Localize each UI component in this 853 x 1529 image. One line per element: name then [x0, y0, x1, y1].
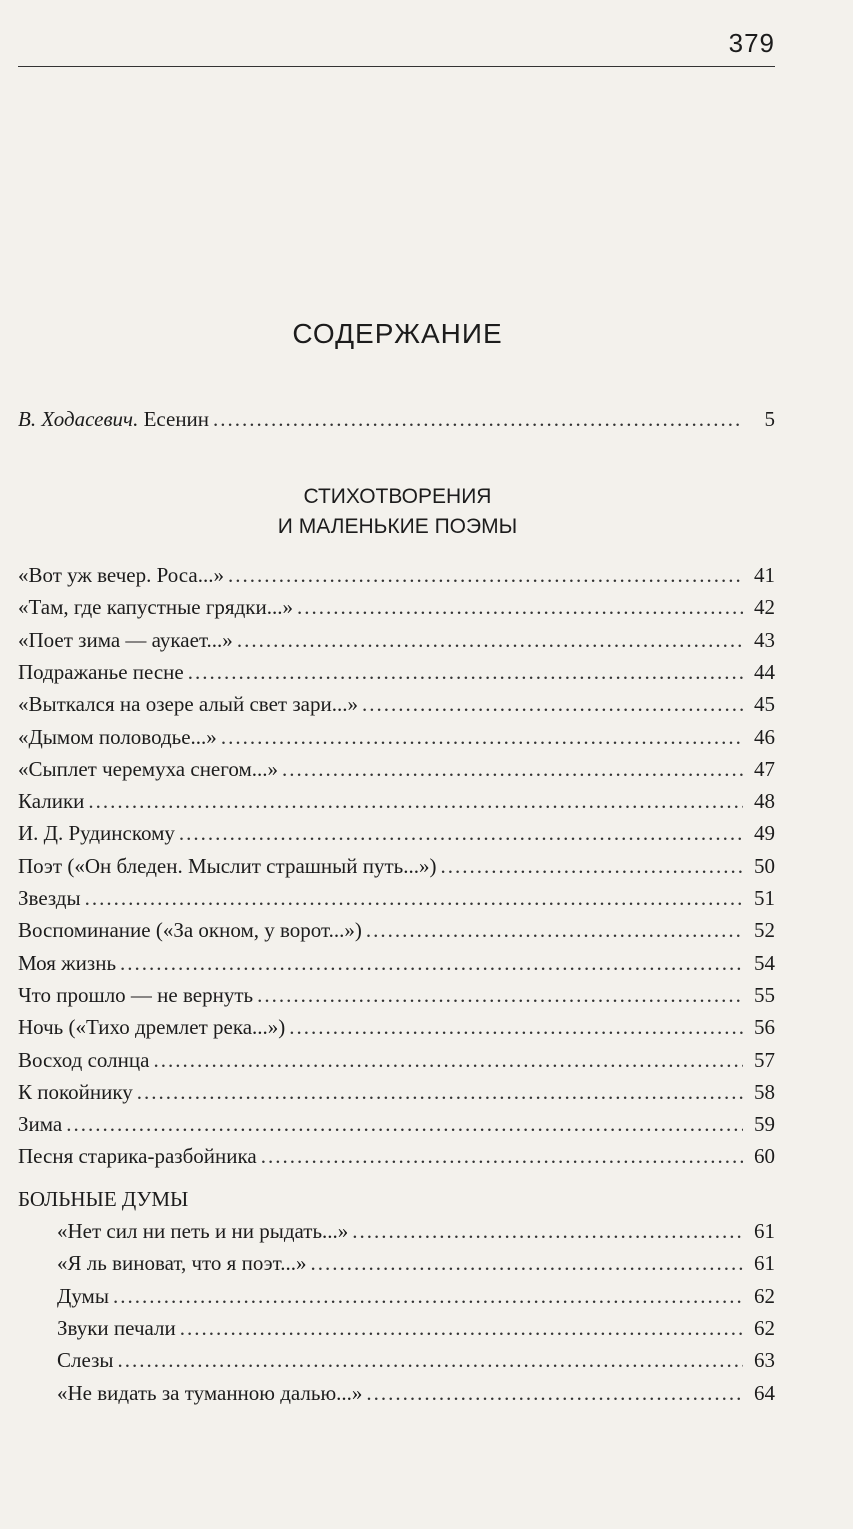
- dot-leader: [120, 950, 743, 976]
- dot-leader: [261, 1143, 743, 1169]
- entry-page: 63: [754, 1348, 775, 1373]
- entry-page: 46: [754, 724, 775, 749]
- toc-entry: [57, 1214, 775, 1244]
- entry-page: 57: [754, 1047, 775, 1072]
- group-heading: БОЛЬНЫЕ ДУМЫ: [18, 1187, 189, 1211]
- entry-title: «Сыплет черемуха снегом...»: [18, 756, 278, 781]
- toc-entry: [57, 1279, 775, 1309]
- toc-entry: [57, 1246, 775, 1276]
- toc-entry: [18, 687, 775, 717]
- toc-entry: [57, 1376, 775, 1406]
- dot-leader: [153, 1047, 743, 1073]
- dot-leader: [297, 594, 743, 620]
- entry-page: 49: [754, 821, 775, 846]
- entry-page: 61: [754, 1219, 775, 1243]
- entry-title: Восход солнца: [18, 1047, 150, 1072]
- toc-entry: [57, 1311, 775, 1341]
- entry-page: 58: [754, 1079, 775, 1104]
- entry-page: 61: [754, 1251, 775, 1276]
- intro-author: В. Ходасевич.: [18, 407, 139, 431]
- dot-leader: [310, 1250, 743, 1276]
- entry-title: Думы: [57, 1283, 109, 1308]
- entry-page: 51: [754, 886, 775, 910]
- entry-page: 44: [754, 659, 775, 684]
- entry-title: Звезды: [18, 886, 81, 910]
- entry-page: 48: [754, 789, 775, 814]
- dot-leader: [113, 1283, 743, 1309]
- entry-page: 41: [754, 563, 775, 587]
- entry-page: 62: [754, 1315, 775, 1340]
- entry-title: «Дымом половодье...»: [18, 724, 217, 749]
- entry-title: «Поет зима — аукает...»: [18, 627, 233, 652]
- section-title: СТИХОТВОРЕНИЯ И МАЛЕНЬКИЕ ПОЭМЫ: [277, 485, 518, 538]
- entry-title: К покойнику: [18, 1079, 133, 1104]
- entry-title: «Я ль виноват, что я поэт...»: [57, 1251, 307, 1276]
- entry-title: Слезы: [57, 1348, 114, 1373]
- dot-leader: [88, 788, 743, 814]
- dot-leader: [188, 659, 743, 685]
- toc-entry: [18, 978, 775, 1008]
- toc-entry: [18, 655, 775, 685]
- entry-page: 55: [754, 982, 775, 1007]
- toc-title: СОДЕРЖАНИЕ: [292, 318, 503, 349]
- dot-leader: [228, 562, 743, 588]
- entry-page: 43: [754, 627, 775, 652]
- dot-leader: [180, 1315, 743, 1341]
- toc-entry: [18, 816, 775, 846]
- header-rule: [18, 66, 775, 67]
- entry-page: 59: [754, 1112, 775, 1137]
- entry-page: 62: [754, 1283, 775, 1308]
- entry-page: 47: [754, 756, 775, 781]
- dot-leader: [179, 820, 743, 846]
- entry-title: Что прошло — не вернуть: [18, 982, 254, 1007]
- entry-page: 52: [754, 918, 775, 943]
- toc-entry: [18, 623, 775, 653]
- entry-title: Воспоминание («За окном, у ворот...»): [18, 918, 362, 943]
- dot-leader: [213, 406, 743, 432]
- toc-entry: [18, 946, 775, 976]
- entry-page: 64: [754, 1380, 775, 1405]
- entry-title: Моя жизнь: [18, 950, 117, 975]
- entry-title: Подражанье песне: [18, 659, 184, 684]
- dot-leader: [362, 691, 743, 717]
- toc-entry: [18, 913, 775, 943]
- entry-title: Зима: [18, 1112, 63, 1137]
- page-number: 379: [728, 28, 775, 58]
- dot-leader: [257, 982, 743, 1008]
- dot-leader: [237, 627, 743, 653]
- dot-leader: [66, 1111, 743, 1137]
- entry-page: 42: [754, 595, 775, 620]
- toc-entry: [18, 1010, 775, 1040]
- dot-leader: [137, 1079, 743, 1105]
- entry-page: 54: [754, 950, 775, 975]
- entry-title: «Не видать за туманною далью...»: [57, 1380, 363, 1405]
- toc-entry: [18, 849, 775, 879]
- toc-entry: [18, 1139, 775, 1169]
- entry-page: 45: [754, 692, 775, 717]
- intro-title: Есенин: [143, 407, 210, 431]
- entry-title: «Нет сил ни петь и ни рыдать...»: [57, 1219, 349, 1243]
- toc-entry: [18, 784, 775, 814]
- entry-page: 56: [754, 1015, 775, 1040]
- toc-entry: [18, 1043, 775, 1073]
- dot-leader: [366, 1380, 743, 1406]
- entry-title: «Вот уж вечер. Роса...»: [18, 563, 224, 587]
- entry-title: Ночь («Тихо дремлет река...»): [18, 1015, 286, 1040]
- dot-leader: [289, 1014, 743, 1040]
- entry-title: «Там, где капустные грядки...»: [18, 595, 293, 620]
- toc-entry: [18, 720, 775, 750]
- entry-title: Звуки печали: [57, 1315, 176, 1340]
- dot-leader: [366, 917, 743, 943]
- entry-title: «Выткался на озере алый свет зари...»: [18, 692, 358, 717]
- dot-leader: [117, 1347, 743, 1373]
- toc-entry: [18, 752, 775, 782]
- entry-page: 50: [754, 853, 775, 878]
- toc-entry: [18, 881, 775, 911]
- entry-title: Поэт («Он бледен. Мыслит страшный путь...»): [18, 853, 437, 878]
- dot-leader: [85, 885, 743, 911]
- toc-entry: [18, 1107, 775, 1137]
- dot-leader: [282, 756, 743, 782]
- dot-leader: [221, 724, 743, 750]
- toc-entry-intro: [18, 402, 775, 432]
- entry-title: Калики: [18, 789, 85, 814]
- entry-title: И. Д. Рудинскому: [18, 821, 175, 846]
- toc-entry: [18, 558, 775, 588]
- entry-title: Песня старика-разбойника: [18, 1144, 257, 1169]
- dot-leader: [352, 1218, 743, 1244]
- dot-leader: [441, 853, 743, 879]
- toc-entry: [18, 1075, 775, 1105]
- intro-page: 5: [764, 407, 775, 431]
- toc-entry: [57, 1343, 775, 1373]
- toc-entry: [18, 590, 775, 620]
- entry-page: 60: [754, 1144, 775, 1169]
